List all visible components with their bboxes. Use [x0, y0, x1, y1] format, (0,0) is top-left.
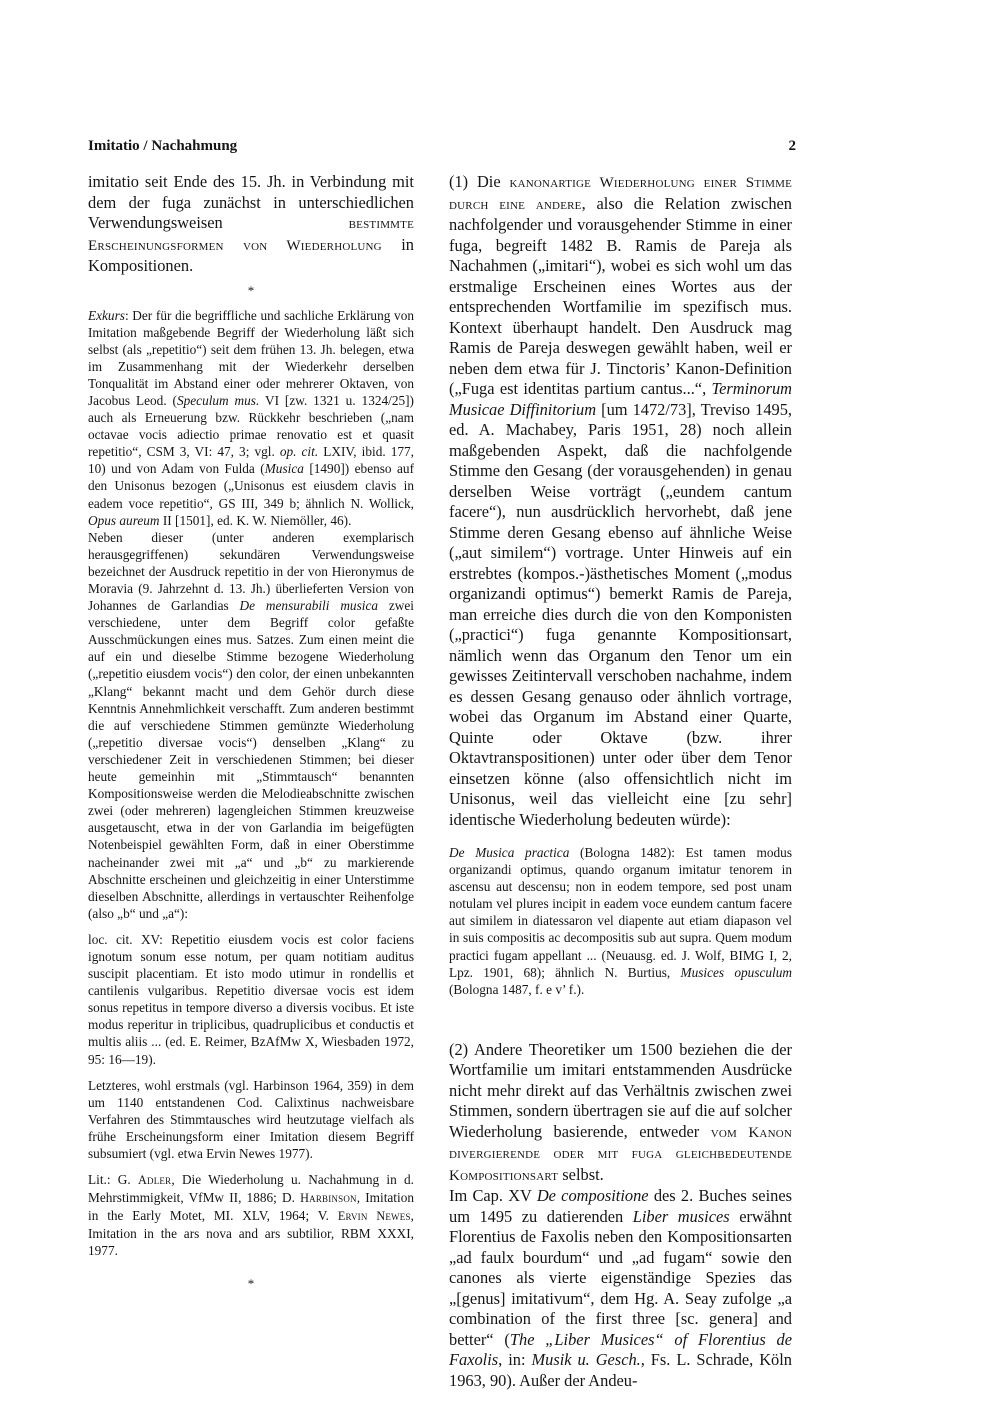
intro-paragraph: imitatio seit Ende des 15. Jh. in Verbindung mit dem der fuga zunächst in unterschiedlichen Verwendungsweisen bestimmte Erscheinungsformen von Wiederholung in Kompositionen. [88, 172, 414, 275]
exkurs-paragraph: Exkurs: Der für die begriffliche und sachliche Erklärung von Imitation maßgebende Begriff der Wiederholung läßt sich selbst (als „repetitio“) seit dem frühen 13. Jh. belegen, etwa im Zusammenhang mit der Wiederkehr derselben Tonqualität im Abstand einer oder mehrerer Oktaven, von Jacobus Leod. (Speculum mus. VI [zw. 1321 u. 1324/25]) auch als Erneuerung bzw. Rückkehr beschrieben („nam octavae vocis adiectio primae renovatio est et quasit repetitio“, CSM 3, VI: 47, 3; vgl. op. cit. LXIV, ibid. 177, 10) und von Adam von Fulda (Musica [1490]) ebenso auf den Unisonus bezogen („Unisonus est eiusdem clavis in eadem voce repetitio“, GS III, 349 b; ähnlich N. Wollick, Opus aureum II [1501], ed. K. W. Niemöller, 46). [88, 307, 415, 528]
letzteres-paragraph: Letzteres, wohl erstmals (vgl. Harbinson 1964, 359) in dem um 1140 entstandenen Cod. Calixtinus nachweisbare Verfahren des Stimmtausches wird heutzutage vielfach als frühe Erscheinungsform einer Imitation diesem Begriff subsumiert (vgl. etwa Ervin Newes 1977). [88, 1077, 414, 1161]
left-column [88, 172, 414, 1292]
running-head-title: Imitatio / Nachahmung [88, 138, 238, 154]
page-number: 2 [788, 138, 796, 154]
loc-cit-quote: loc. cit. XV: Repetitio eiusdem vocis est color faciens ignotum sonum esse notum, per quam notitiam auditus suscipit placentiam. Et isto modo utimur in rondellis et cantilenis vulgaribus. Repetitio diversae vocis est idem sonus repetitus in tempore diverso a diversis vocibus. Et iste modus reperitur in triplicibus, quadruplicibus et conductis et multis aliis ... (ed. E. Reimer, BzAfMw X, Wiesbaden 1972, 95: 16—19). [88, 931, 414, 1067]
literature-paragraph: Lit.: G. Adler, Die Wiederholung u. Nachahmung in d. Mehrstimmigkeit, VfMw II, 1886; D. Harbinson, Imitation in the Early Motet, MI. XLV, 1964; V. Ervin Newes, Imitation in the ars nova and ars subtilior, RBM XXXI, 1977. [88, 1172, 414, 1259]
section-2-paragraph: (2) Andere Theoretiker um 1500 beziehen die der Wortfamilie um imitari entstammenden Ausdrücke nicht mehr direkt auf das Verhältnis zwischen zwei Stimmen, sondern übertragen sie auf die auf solcher Wiederholung basierende, entweder vom Kanon divergierende oder mit fuga gleichbedeutende Kompositionsart selbst. [449, 1039, 792, 1184]
neben-paragraph: Neben dieser (unter anderen exemplarisch herausgegriffenen) sekundären Verwendungsweise bezeichnet der Ausdruck repetitio in der von Hieronymus de Moravia (9. Jahrzehnt d. 13. Jh.) überlieferten Version von Johannes de Garlandias De mensurabili musica zwei verschiedene, unter dem Begriff color gefaßte Ausschmückungen eines mus. Satzes. Zum einen meint die auf ein und dieselbe Stimme bezogene Wiederholung („repetitio eiusdem vocis“) den color, der einen unbekannten „Klang“ bekannt macht und dem Gehör durch diese Kenntnis Annehmlichkeit verschafft. Zum anderen bestimmt die auf verschiedene Stimmen gemünzte Wiederholung („repetitio diversae vocis“) denselben „Klang“ zu verschiedener Zeit in verschiedenen Stimmen; bei dieser heute gemeinhin mit „Stimmtausch“ benannten Kompositionsweise werden die Melodieabschnitte zwischen zwei (oder mehreren) lagengleichen Stimmen kreuzweise ausgetauscht, etwa in der von Garlandia im beigefügten Notenbeispiel gewählten Form, daß in einer Oberstimme nacheinander zwei mit „a“ und „b“ zu markierende Abschnitte erscheinen und gleichzeitig in einer Unterstimme dieselben Abschnitte, allerdings in vertauschter Reihenfolge (also „b“ und „a“): [88, 529, 414, 921]
ramis-quote: De Musica practica (Bologna 1482): Est tamen modus organizandi optimus, quando organum imitatur tenorem in ascensu aut descensu; non in eodem tempore, sed post unam notulam vel plures incipit in eadem voce eundem cantum facere aut similem in diatessaron vel diapente aut etiam diapason vel in suis compositis ac decompositis sub aut supra. Quem modum practici fugam appellant ... (Neuausg. ed. J. Wolf, BIMG I, 2, Lpz. 1901, 68); ähnlich N. Burtius, Musices opusculum (Bologna 1487, f. e v’ f.). [449, 845, 792, 997]
section-1-paragraph: (1) Die kanonartige Wiederholung einer Stimme durch eine andere, also die Relation zwischen nachfolgender und vorausgehender Stimme in einer fuga, begreift 1482 B. Ramis de Pareja als Nachahmen („imitari“), wobei es sich wohl um das erstmalige Erscheinen eines Wortes aus der entsprechenden Wortfamilie im spezifisch mus. Kontext überhaupt handelt. Den Ausdruck mag Ramis de Pareja deswegen gewählt haben, weil er neben dem etwa für J. Tinctoris’ Kanon-Definition („Fuga est identitas partium cantus...“, Terminorum Musicae Diffinitorium [um 1472/73], Treviso 1495, ed. A. Machabey, Paris 1951, 28) noch allein maßgebenden Aspekt, daß die nachfolgende Stimme den Gesang (der vorausgehenden) in genau derselben Weise vorträgt („eundem cantum facere“), nun ausdrücklich hervorhebt, daß jene Stimme deren Gesang ebenso auf ähnliche Weise („aut similem“) vortrage. Unter Hinweis auf ein erstrebtes (kompos.-)ästhetisches Moment („modus organizandi optimus“) bemerkt Ramis de Pareja, man erreiche dies durch die von den Komponisten („practici“) fuga genannte Kompositionsart, nämlich wenn das Organum den Tenor um ein gewisses Zeitintervall verschoben nachahme, indem es dessen Gesang genauso oder ähnlich vortrage, wobei das Organum im Abstand einer Quarte, Quinte oder Oktave (bzw. ihrer Oktavtranspositionen) unter oder über dem Tenor einsetzen könne (also offensichtlich nicht im Unisonus, weil das vielleicht eine [zu sehr] identische Wiederholung bedeuten würde): [449, 172, 793, 829]
section-star: * [247, 282, 255, 298]
faxolis-paragraph: Im Cap. XV De compositione des 2. Buches seines um 1495 zu datierenden Liber musices erwähnt Florentius de Faxolis neben den Kompositionsarten „ad faulx bourdum“ und „ad fugam“ sowie den canones als vierte eigenständige Spezies das „[genus] imitativum“, dem Hg. A. Seay zufolge „a combination of the first three [sc. genera] and better“ (The „Liber Musices“ of Florentius de Faxolis, in: Musik u. Gesch., Fs. L. Schrade, Köln 1963, 90). Außer der Andeu- [449, 1186, 792, 1390]
right-column [449, 172, 792, 1391]
section-star: * [247, 1275, 255, 1291]
